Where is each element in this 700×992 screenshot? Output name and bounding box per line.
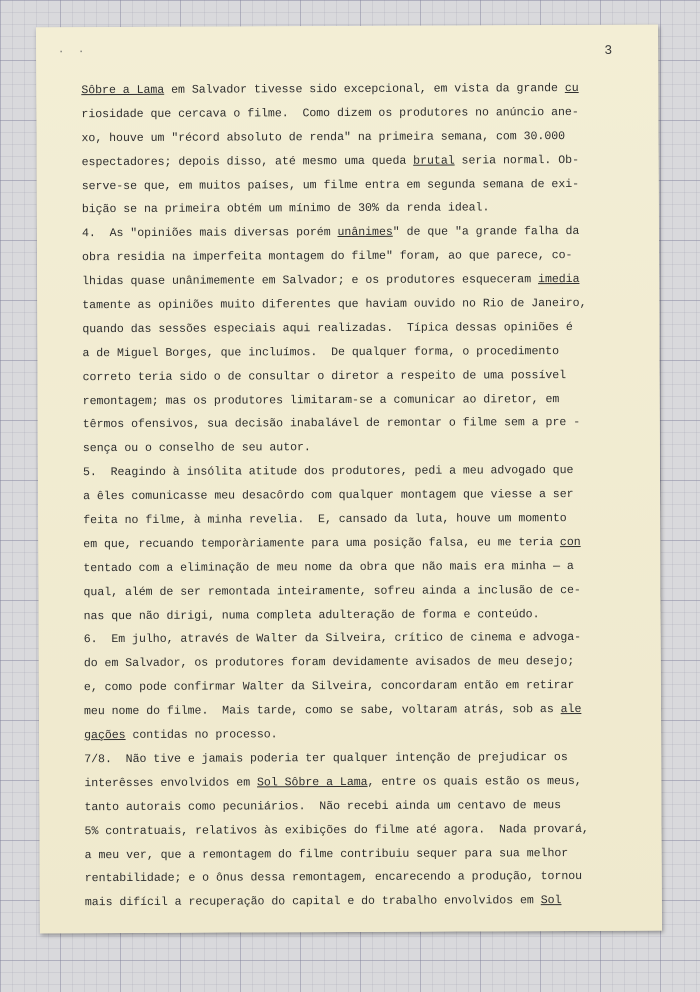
- text-line: [82, 292, 642, 318]
- text-segment: rentabilidade; e o ônus dessa remontagem, encarecendo a produção, tornou: [84, 870, 583, 886]
- text-line: [84, 626, 644, 652]
- text-segment: em Salvador tivesse sido excepcional, em vista da grande: [164, 82, 565, 97]
- text-segment: , entre os quais estão os meus,: [367, 774, 582, 789]
- text-line: [84, 602, 644, 628]
- text-line: [85, 889, 645, 915]
- text-segment: do em Salvador, os produtores foram devidamente avisados de meu desejo;: [83, 655, 575, 671]
- underlined-text: con: [559, 535, 581, 550]
- text-line: [84, 770, 644, 796]
- text-segment: tamente as opiniões muito diferentes que haviam ouvido no Rio de Janeiro,: [82, 296, 587, 313]
- text-segment: meu nome do filme. Mais tarde, como se sabe, voltaram atrás, sob as: [83, 703, 561, 719]
- underlined-text: gações: [84, 729, 126, 743]
- underlined-text: imedia: [537, 273, 580, 287]
- text-line: [83, 363, 643, 389]
- margin-marks: . .: [58, 45, 89, 57]
- text-segment: a de Miguel Borges, que incluímos. De qualquer forma, o procedimento: [82, 344, 560, 360]
- text-line: [83, 578, 643, 604]
- text-line: [83, 459, 643, 485]
- text-line: [84, 674, 644, 700]
- text-line: [85, 841, 645, 867]
- text-segment: qual, além de ser remontada inteiramente, sofreu ainda a inclusão de ce-: [83, 583, 581, 599]
- text-segment: " de que "a grande falha da: [392, 225, 580, 240]
- text-line: [83, 387, 643, 413]
- underlined-text: brutal: [413, 154, 455, 168]
- text-line: [82, 268, 642, 294]
- text-line: [83, 555, 643, 581]
- text-segment: espectadores; depois disso, até mesmo uma queda: [81, 154, 414, 169]
- text-line: [82, 196, 642, 222]
- text-segment: serve-se que, em muitos países, um filme entra em segunda semana de exi-: [81, 177, 580, 193]
- text-line: [83, 531, 643, 557]
- text-line: [81, 101, 641, 127]
- text-segment: 7/8. Não tive e jamais poderia ter qualquer intenção de prejudicar os: [84, 750, 568, 767]
- text-segment: interêsses envolvidos em: [84, 776, 258, 790]
- text-line: [84, 722, 644, 748]
- text-segment: 5% contratuais, relativos às exibições do filme até agora. Nada provará,: [84, 822, 589, 838]
- text-segment: feita no filme, à minha revelia. E, cansado da luta, houve um momento: [83, 512, 567, 528]
- text-line: [84, 746, 644, 772]
- text-line: [83, 411, 643, 437]
- text-line: [84, 817, 644, 843]
- text-line: [84, 793, 644, 819]
- body-text: [81, 77, 645, 916]
- underlined-text: cu: [564, 81, 579, 96]
- text-segment: mais difícil a recuperação do capital e do trabalho envolvidos em: [84, 894, 541, 910]
- text-segment: a êles comunicasse meu desacôrdo com qualquer montagem que viesse a ser: [83, 488, 574, 504]
- text-segment: remontagem; mas os produtores limitaram-se a comunicar ao diretor, em: [82, 392, 560, 408]
- underlined-text: Sol: [540, 894, 562, 908]
- text-segment: tanto autorais como pecuniários. Não recebi ainda um centavo de meus: [84, 798, 562, 814]
- text-segment: contidas no processo.: [125, 728, 278, 743]
- text-line: [83, 507, 643, 533]
- text-segment: obra residia na imperfeita montagem do filme" foram, ao que parece, co-: [82, 249, 573, 265]
- text-segment: riosidade que cercava o filme. Como dizem os produtores no anúncio ane-: [81, 105, 579, 122]
- text-line: [81, 125, 641, 151]
- text-segment: e, como pode confirmar Walter da Silveira, concordaram então em retirar: [83, 679, 575, 695]
- text-line: [82, 316, 642, 342]
- text-segment: lhidas quase unânimemente em Salvador; e os produtores esqueceram: [82, 273, 539, 289]
- text-segment: bição se na primeira obtém um mínimo de 30% da renda ideal.: [81, 201, 490, 217]
- text-line: [84, 698, 644, 724]
- text-segment: xo, houve um "récord absoluto de renda" na primeira semana, com 30.000: [81, 129, 566, 145]
- text-segment: têrmos ofensivos, sua decisão inabalável de remontar o filme sem a pre -: [82, 416, 581, 432]
- text-segment: quando das sessões especiais aqui realizadas. Típica dessas opiniões é: [82, 320, 573, 337]
- underlined-text: unânimes: [337, 226, 393, 240]
- typewritten-page: [36, 25, 662, 934]
- underlined-text: Sol Sôbre a Lama: [256, 775, 368, 790]
- text-segment: seria normal. Ob-: [454, 153, 579, 168]
- text-line: [82, 220, 642, 246]
- text-line: [82, 244, 642, 270]
- text-segment: 5. Reagindo à insólita atitude dos produtores, pedi a meu advogado que: [82, 464, 574, 480]
- text-segment: correto teria sido o de consultar o diretor a respeito de uma possível: [82, 368, 567, 384]
- text-line: [83, 483, 643, 509]
- text-segment: 4. As "opiniões mais diversas porém: [81, 226, 338, 241]
- underlined-text: Sôbre a Lama: [81, 83, 165, 98]
- text-segment: em que, recuando temporàriamente para uma posição falsa, eu me teria: [83, 536, 560, 552]
- text-line: [82, 148, 642, 174]
- text-segment: 6. Em julho, através de Walter da Silveira, crítico de cinema e advoga-: [83, 631, 582, 647]
- text-segment: nas que não dirigi, numa completa adulteração de forma e conteúdo.: [83, 607, 540, 623]
- text-line: [82, 340, 642, 366]
- text-line: [83, 435, 643, 461]
- text-line: [82, 172, 642, 198]
- text-segment: sença ou o conselho de seu autor.: [82, 441, 311, 456]
- text-line: [85, 865, 645, 891]
- text-segment: tentado com a eliminação de meu nome da obra que não mais era minha — a: [83, 559, 574, 575]
- text-segment: a meu ver, que a remontagem do filme contribuiu sequer para sua melhor: [84, 846, 569, 862]
- underlined-text: ale: [560, 703, 582, 717]
- text-line: [81, 77, 641, 103]
- text-line: [84, 650, 644, 676]
- page-number: 3: [604, 42, 613, 58]
